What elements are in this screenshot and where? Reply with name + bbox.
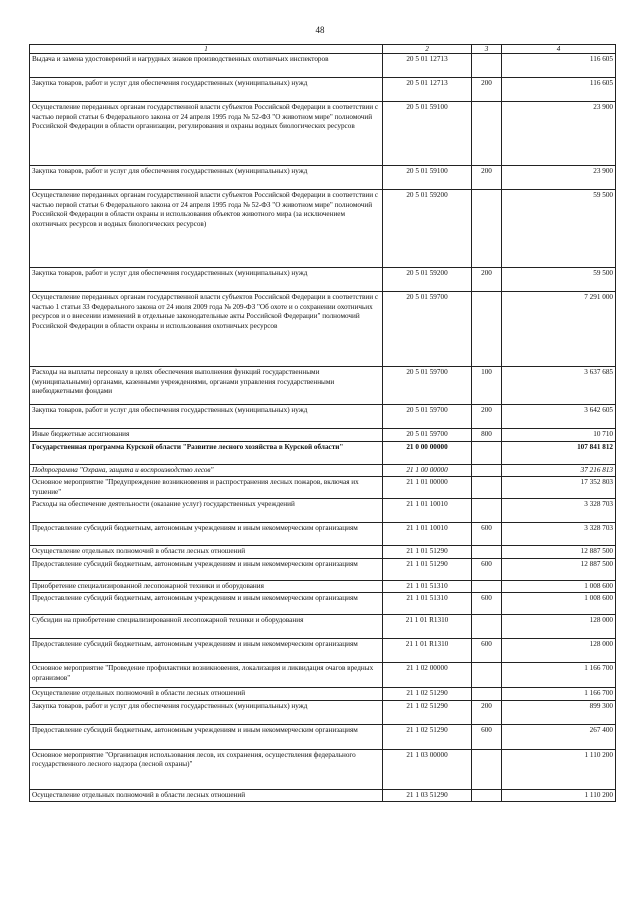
row-name-cell: Государственная программа Курской области "Развитие лесного хозяйства в Курской области" (30, 441, 383, 464)
row-type-cell (472, 464, 502, 477)
row-amount-cell: 59 500 (502, 190, 616, 268)
row-name-cell: Закупка товаров, работ и услуг для обеспечения государственных (муниципальных) нужд (30, 268, 383, 292)
row-amount-cell: 10 710 (502, 429, 616, 442)
table-row (30, 580, 616, 593)
row-type-cell (472, 580, 502, 593)
row-code-cell: 21 1 01 51290 (383, 546, 472, 559)
row-name-cell: Осуществление отдельных полномочий в области лесных отношений (30, 789, 383, 802)
row-name-cell: Предоставление субсидий бюджетным, автономным учреждениям и иным некоммерческим организациям (30, 558, 383, 580)
row-code-cell: 21 1 01 R1310 (383, 615, 472, 639)
row-amount-cell: 128 000 (502, 639, 616, 663)
row-name-cell: Расходы на выплаты персоналу в целях обеспечения выполнения функций государственными (муниципальными) органами, казенными учреждениями, органами управления государственными внебюджетными фондами (30, 367, 383, 405)
table-row (30, 166, 616, 190)
row-code-cell: 21 1 01 10010 (383, 499, 472, 523)
row-name-cell: Предоставление субсидий бюджетным, автономным учреждениям и иным некоммерческим организациям (30, 523, 383, 546)
row-code-cell: 20 5 01 59700 (383, 429, 472, 442)
row-type-cell: 600 (472, 558, 502, 580)
row-name-cell: Выдача и замена удостоверений и нагрудных знаков производственных охотничьих инспекторов (30, 54, 383, 78)
row-code-cell: 21 1 01 51290 (383, 558, 472, 580)
row-name-cell: Иные бюджетные ассигнования (30, 429, 383, 442)
table-row (30, 477, 616, 499)
row-amount-cell: 1 008 600 (502, 593, 616, 615)
row-amount-cell: 23 900 (502, 166, 616, 190)
row-code-cell: 20 5 01 59100 (383, 166, 472, 190)
table-row (30, 789, 616, 802)
row-amount-cell: 3 328 703 (502, 523, 616, 546)
table-row (30, 190, 616, 268)
table-row (30, 292, 616, 367)
row-code-cell: 21 1 01 00000 (383, 477, 472, 499)
row-type-cell (472, 688, 502, 701)
row-type-cell: 100 (472, 367, 502, 405)
table-row (30, 749, 616, 789)
row-name-cell: Основное мероприятие "Проведение профилактики возникновения, локализация и ликвидация очагов вредных организмов" (30, 663, 383, 688)
row-code-cell: 20 5 01 59200 (383, 268, 472, 292)
table-row (30, 593, 616, 615)
row-amount-cell: 116 605 (502, 54, 616, 78)
row-amount-cell: 12 887 500 (502, 546, 616, 559)
table-row (30, 639, 616, 663)
row-name-cell: Закупка товаров, работ и услуг для обеспечения государственных (муниципальных) нужд (30, 166, 383, 190)
row-code-cell: 21 1 03 00000 (383, 749, 472, 789)
row-type-cell: 200 (472, 78, 502, 102)
column-number-2: 2 (383, 45, 472, 54)
row-code-cell: 21 1 01 51310 (383, 580, 472, 593)
row-type-cell (472, 615, 502, 639)
row-amount-cell: 128 000 (502, 615, 616, 639)
row-amount-cell: 267 400 (502, 724, 616, 749)
row-code-cell: 20 5 01 59700 (383, 367, 472, 405)
row-type-cell (472, 441, 502, 464)
column-number-4: 4 (502, 45, 616, 54)
column-number-3: 3 (472, 45, 502, 54)
table-row (30, 441, 616, 464)
row-name-cell: Субсидии на приобретение специализированной лесопожарной техники и оборудования (30, 615, 383, 639)
row-amount-cell: 37 216 813 (502, 464, 616, 477)
row-name-cell: Осуществление переданных органам государственной власти субъектов Российской Федерации в соответствии с частью первой статьи 6 Федерального закона от 24 апреля 1995 года № 52-ФЗ "О животном мире" полномочий Российской Федерации в области охраны и использования объектов животного мира (за исключением охотничьих ресурсов и водных биологических ресурсов) (30, 190, 383, 268)
row-code-cell: 21 1 03 51290 (383, 789, 472, 802)
row-name-cell: Предоставление субсидий бюджетным, автономным учреждениям и иным некоммерческим организациям (30, 639, 383, 663)
row-amount-cell: 899 300 (502, 700, 616, 724)
table-row (30, 367, 616, 405)
row-name-cell: Осуществление переданных органам государственной власти субъектов Российской Федерации в соответствии с частью первой статьи 6 Федерального закона от 24 апреля 1995 года № 52-ФЗ "О животном мире" полномочий Российской Федерации в области организации, регулирования и охраны водных биологических ресурсов (30, 102, 383, 166)
row-name-cell: Основное мероприятие "Организация использования лесов, их сохранения, осуществления федерального государственного лесного надзора (лесной охраны)" (30, 749, 383, 789)
row-name-cell: Расходы на обеспечение деятельности (оказание услуг) государственных учреждений (30, 499, 383, 523)
column-number-row (30, 45, 616, 54)
row-code-cell: 21 1 02 00000 (383, 663, 472, 688)
row-name-cell: Закупка товаров, работ и услуг для обеспечения государственных (муниципальных) нужд (30, 405, 383, 429)
row-amount-cell: 3 328 703 (502, 499, 616, 523)
table-row (30, 54, 616, 78)
row-amount-cell: 1 110 200 (502, 749, 616, 789)
table-row (30, 268, 616, 292)
table-row (30, 724, 616, 749)
row-code-cell: 21 1 01 51310 (383, 593, 472, 615)
row-type-cell: 600 (472, 724, 502, 749)
row-type-cell: 200 (472, 166, 502, 190)
table-row (30, 663, 616, 688)
row-type-cell: 600 (472, 639, 502, 663)
row-name-cell: Осуществление отдельных полномочий в области лесных отношений (30, 546, 383, 559)
row-type-cell (472, 477, 502, 499)
row-name-cell: Осуществление переданных органам государственной власти субъектов Российской Федерации в соответствии с частью 1 статьи 33 Федерального закона от 24 июля 2009 года № 209-ФЗ "Об охоте и о сохранении охотничьих ресурсов и о внесении изменений в отдельные законодательные акты Российской Федерации" полномочий Российской Федерации в области охраны и использования охотничьих ресурсов (30, 292, 383, 367)
row-code-cell: 20 5 01 12713 (383, 54, 472, 78)
row-amount-cell: 1 166 700 (502, 688, 616, 701)
row-type-cell (472, 546, 502, 559)
row-type-cell: 200 (472, 405, 502, 429)
table-row (30, 405, 616, 429)
row-amount-cell: 23 900 (502, 102, 616, 166)
table-row (30, 700, 616, 724)
row-name-cell: Предоставление субсидий бюджетным, автономным учреждениям и иным некоммерческим организациям (30, 724, 383, 749)
table-row (30, 464, 616, 477)
row-name-cell: Закупка товаров, работ и услуг для обеспечения государственных (муниципальных) нужд (30, 78, 383, 102)
row-name-cell: Закупка товаров, работ и услуг для обеспечения государственных (муниципальных) нужд (30, 700, 383, 724)
row-type-cell: 200 (472, 700, 502, 724)
row-amount-cell: 1 008 600 (502, 580, 616, 593)
row-name-cell: Приобретение специализированной лесопожарной техники и оборудования (30, 580, 383, 593)
table-row (30, 546, 616, 559)
row-amount-cell: 7 291 000 (502, 292, 616, 367)
row-name-cell: Осуществление отдельных полномочий в области лесных отношений (30, 688, 383, 701)
row-code-cell: 21 0 00 00000 (383, 441, 472, 464)
row-code-cell: 20 5 01 59100 (383, 102, 472, 166)
row-name-cell: Основное мероприятие "Предупреждение возникновения и распространения лесных пожаров, включая их тушение" (30, 477, 383, 499)
row-type-cell: 600 (472, 523, 502, 546)
row-amount-cell: 1 166 700 (502, 663, 616, 688)
page-number: 48 (315, 25, 325, 35)
row-type-cell (472, 789, 502, 802)
row-code-cell: 21 1 01 10010 (383, 523, 472, 546)
row-amount-cell: 59 500 (502, 268, 616, 292)
row-type-cell (472, 54, 502, 78)
row-code-cell: 20 5 01 59200 (383, 190, 472, 268)
row-amount-cell: 12 887 500 (502, 558, 616, 580)
row-type-cell (472, 663, 502, 688)
row-code-cell: 21 1 01 R1310 (383, 639, 472, 663)
row-type-cell (472, 749, 502, 789)
table-row (30, 523, 616, 546)
row-code-cell: 21 1 02 51290 (383, 700, 472, 724)
row-type-cell (472, 190, 502, 268)
row-code-cell: 21 1 02 51290 (383, 724, 472, 749)
row-type-cell (472, 499, 502, 523)
table-row (30, 429, 616, 442)
column-number-1: 1 (30, 45, 383, 54)
row-code-cell: 20 5 01 59700 (383, 292, 472, 367)
row-amount-cell: 116 605 (502, 78, 616, 102)
table-row (30, 499, 616, 523)
table-row (30, 615, 616, 639)
row-type-cell (472, 102, 502, 166)
row-amount-cell: 3 637 685 (502, 367, 616, 405)
table-row (30, 102, 616, 166)
row-code-cell: 21 1 00 00000 (383, 464, 472, 477)
row-type-cell: 200 (472, 268, 502, 292)
row-code-cell: 20 5 01 12713 (383, 78, 472, 102)
row-amount-cell: 1 110 200 (502, 789, 616, 802)
row-amount-cell: 3 642 605 (502, 405, 616, 429)
row-code-cell: 21 1 02 51290 (383, 688, 472, 701)
row-type-cell (472, 292, 502, 367)
table-row (30, 558, 616, 580)
row-type-cell: 800 (472, 429, 502, 442)
budget-table (29, 44, 616, 802)
row-code-cell: 20 5 01 59700 (383, 405, 472, 429)
row-amount-cell: 17 352 803 (502, 477, 616, 499)
table-row (30, 688, 616, 701)
row-name-cell: Предоставление субсидий бюджетным, автономным учреждениям и иным некоммерческим организациям (30, 593, 383, 615)
table-row (30, 78, 616, 102)
row-name-cell: Подпрограмма "Охрана, защита и воспроизводство лесов" (30, 464, 383, 477)
row-amount-cell: 107 841 812 (502, 441, 616, 464)
row-type-cell: 600 (472, 593, 502, 615)
